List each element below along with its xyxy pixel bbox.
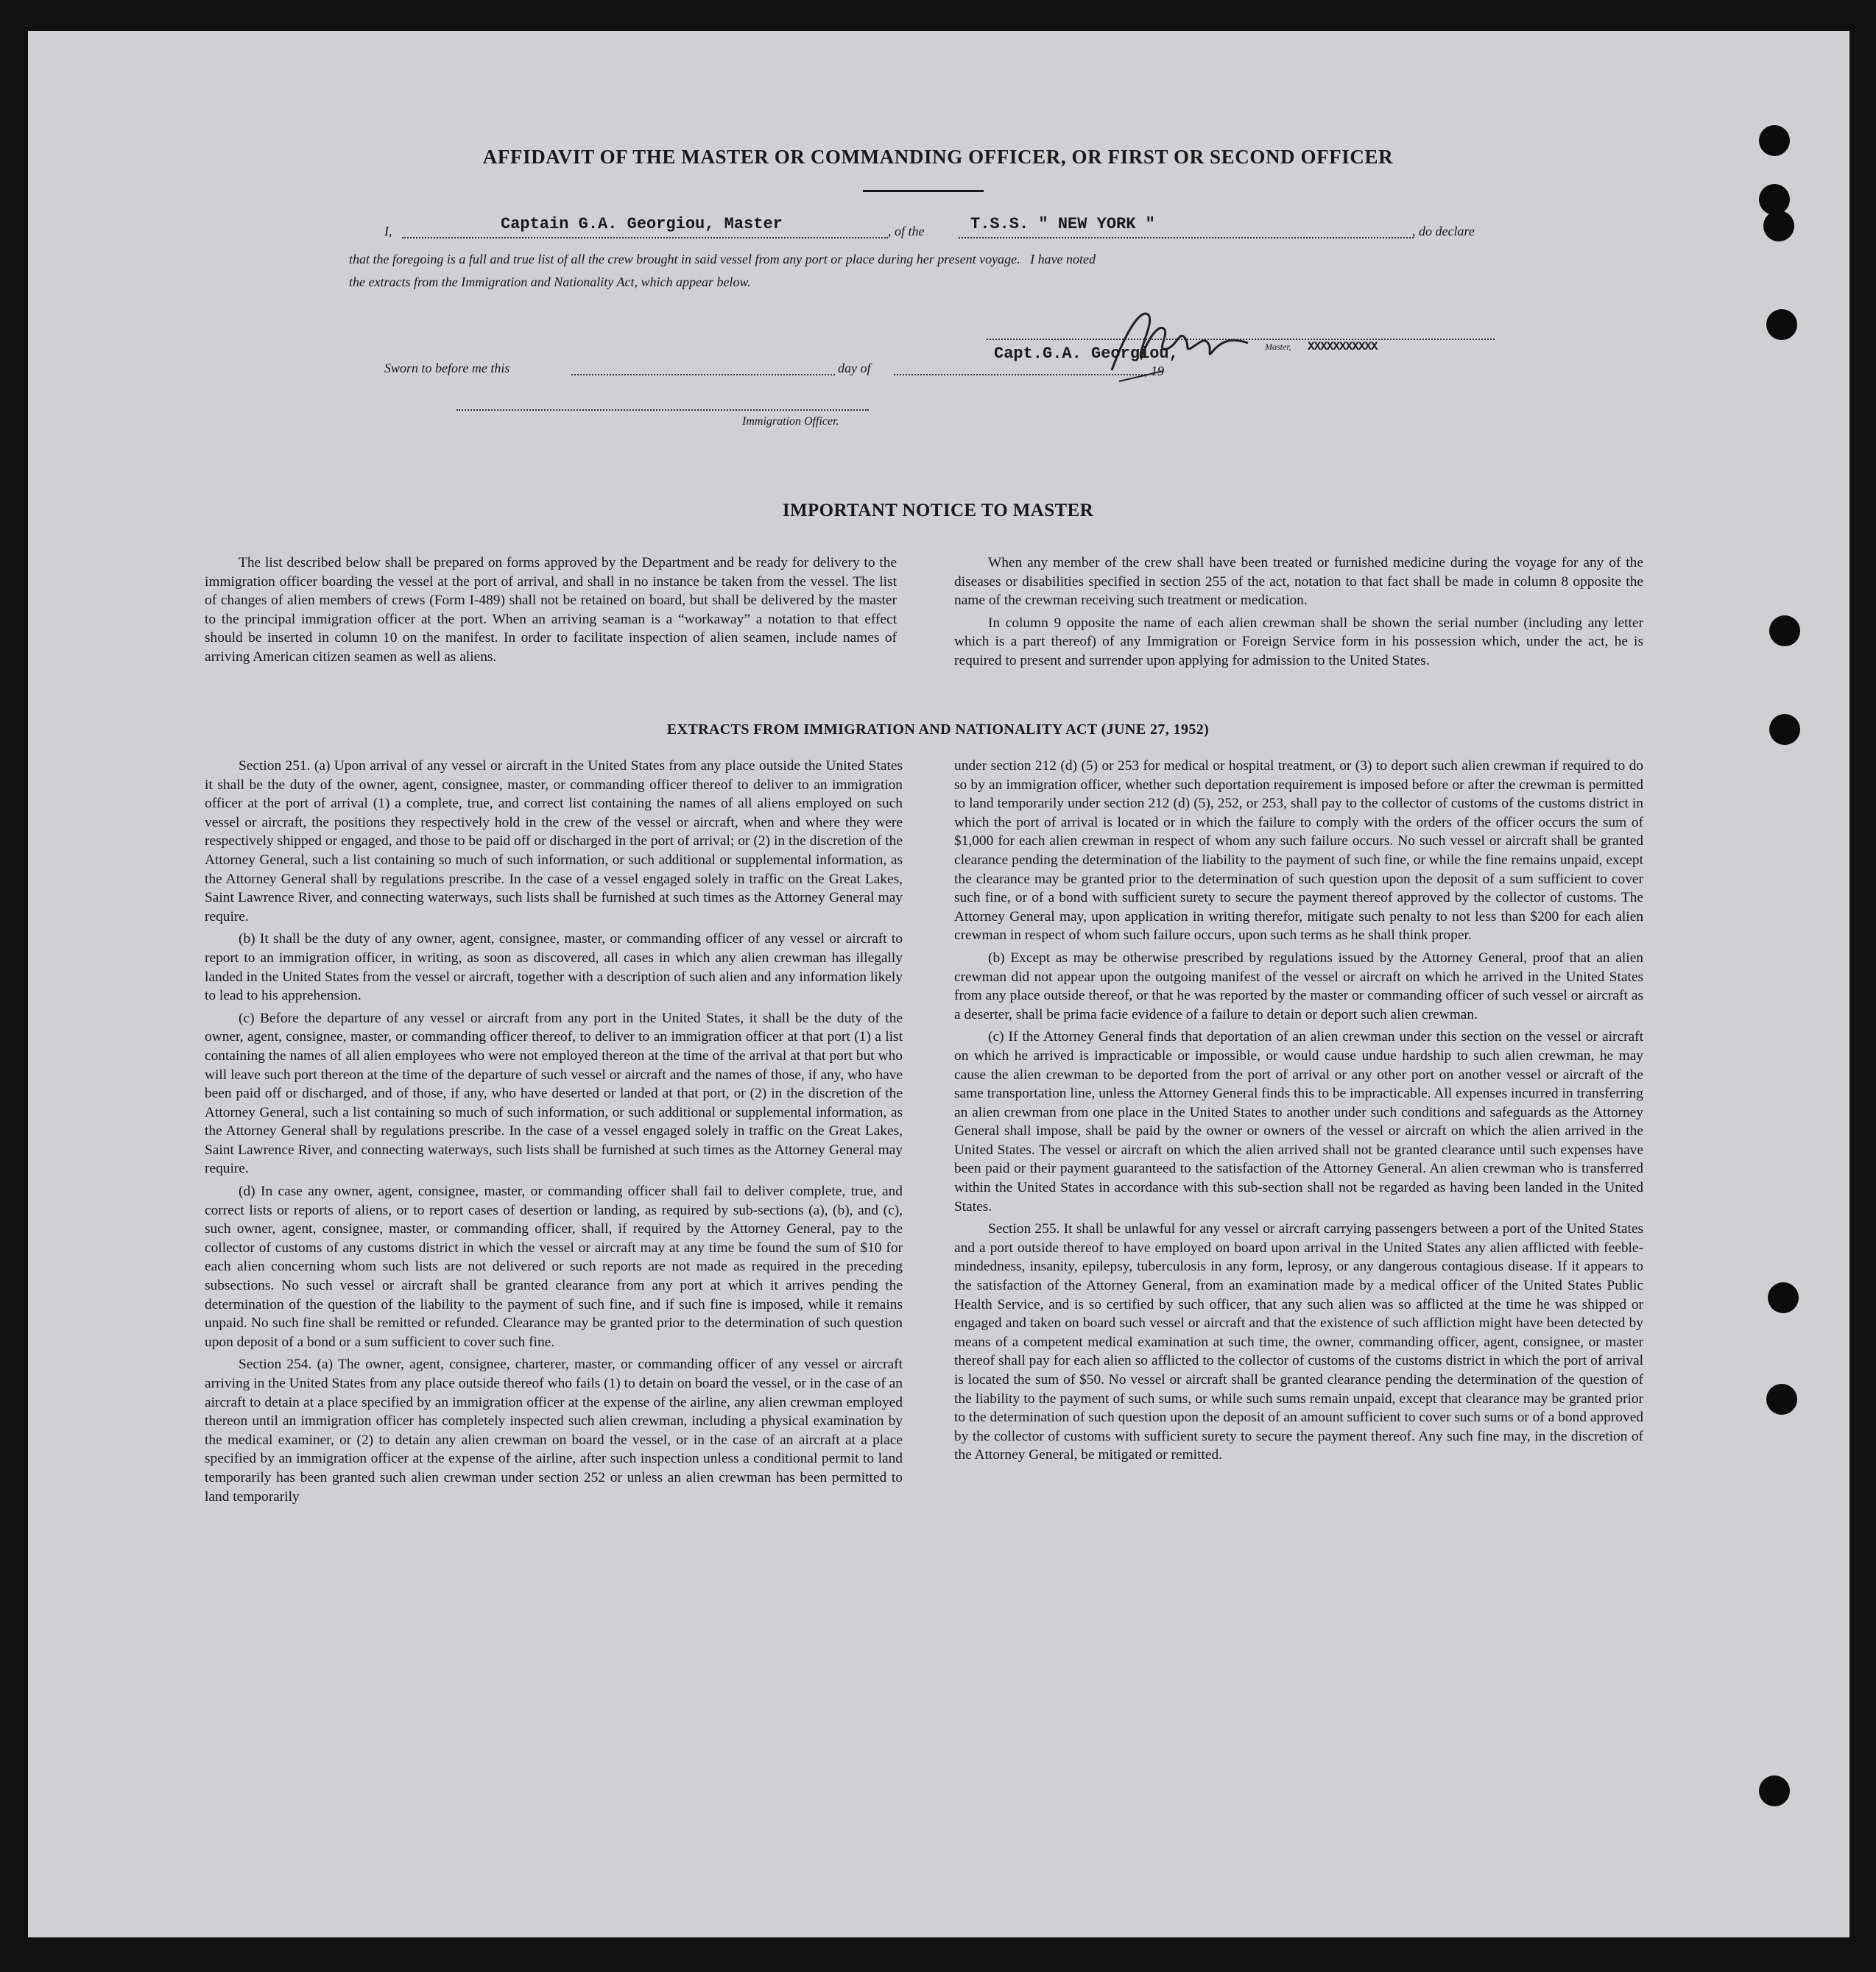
extracts-left-column: [205, 757, 903, 1510]
year-label: , 19: [1144, 364, 1164, 378]
struck-title: XXXXXXXXXXX: [1308, 340, 1378, 353]
punch-hole: [1766, 309, 1797, 340]
signature-line: [987, 339, 1495, 340]
section-251-a: Section 251. (a) Upon arrival of any vessel or aircraft in the United States from any place outside the United States it shall be the duty of the owner, agent, consignee, master, or commanding officer thereof to deliver to an immigration officer at the port of arrival (1) a complete, true, and correct list containing the names of all aliens employed on such vessel or aircraft, the positions they respectively hold in the crew of the vessel or aircraft, when and where they were respectively shipped or engaged, and those to be paid off or discharged in the port of arrival; or (2) in the discretion of the Attorney General, such a list containing so much of such information, or such additional or supplemental information, as the Attorney General shall by regulations prescribe. In the case of a vessel engaged solely in traffic on the Great Lakes, Saint Lawrence River, and connecting waterways, such lists shall be furnished at such times as the Attorney General may require.: [205, 758, 903, 925]
notice-title: IMPORTANT NOTICE TO MASTER: [782, 501, 1094, 520]
sworn-label: Sworn to before me this: [384, 361, 510, 375]
punch-hole: [1759, 1775, 1790, 1806]
section-251-d: (d) In case any owner, agent, consignee, master, or commanding officer shall fail to deliver complete, true, and correct lists or reports of aliens, or to report cases of desertion or landing, as required by sub-sections (a), (b), and (c), such owner, agent, consignee, master, or commanding officer, shall, if required by the Attorney General, pay to the collector of customs of any customs district in which the vessel or aircraft may at any time be found the sum of $10 for each alien concerning whom such lists are not delivered or such reports are not made as required in the preceding subsections. No such vessel or aircraft shall be granted clearance from any port at which it arrives pending the determination of the question of the liability to the payment of such fine, and if such fine is imposed, while it remains unpaid. No such fine shall be remitted or refunded. Clearance may be granted prior to the determination of such question upon deposit of a bond or a sum sufficient to cover such fine.: [205, 1184, 903, 1350]
master-name: Captain G.A. Georgiou, Master: [501, 215, 783, 233]
sworn-day-line: [571, 374, 835, 375]
immigration-officer-line: [456, 409, 869, 411]
punch-hole: [1766, 1384, 1797, 1415]
notice-right-column: [954, 554, 1643, 674]
affidavit-title: AFFIDAVIT OF THE MASTER OR COMMANDING OFFICER, OR FIRST OR SECOND OFFICER: [482, 146, 1394, 168]
section-251-c: (c) Before the departure of any vessel or aircraft from any port in the United States, it shall be the duty of the owner, agent, consignee, master, or commanding officer thereof, to deliver to an immigration officer at that port (1) a list containing the names of all alien employees who were not employed thereon at the time of the arrival at that port but who will leave such port thereon at the time of the departure of such vessel or aircraft and the names of those, if any, who have been paid off or discharged, and of those, if any, who have deserted or landed at that port, or (2) in the discretion of the Attorney General, such a list containing so much of such information, or such additional or supplemental information, as the Attorney General shall by regulations prescribe. In the case of a vessel engaged solely in traffic on the Great Lakes, Saint Lawrence River, and connecting waterways, such lists shall be furnished at such times as the Attorney General may require.: [205, 1010, 903, 1177]
vessel-line: [959, 237, 1414, 238]
do-declare-label: , do declare: [1412, 224, 1475, 238]
section-251-b: (b) It shall be the duty of any owner, agent, consignee, master, or commanding officer of any vessel or aircraft to report to an immigration officer, in writing, as soon as discovered, all cases in which any alien crewman has illegally landed in the United States from the vessel or aircraft, together with a description of such alien and any information likely to lead to his apprehension.: [205, 931, 903, 1004]
section-254-a: Section 254. (a) The owner, agent, consignee, charterer, master, or commanding officer of any vessel or aircraft arriving in the United States from any place outside thereof who fails (1) to detain on board the vessel, or in the case of an aircraft to detain at a place specified by an immigration officer at the expense of the airline, any alien crewman employed thereon until an immigration officer has completely inspected such alien crewman, including a physical examination by the medical examiner, or (2) to detain any alien crewman on board the vessel, or in the case of an aircraft at a place specified by an immigration officer at the expense of the airline, after such inspection unless a conditional permit to land temporarily has been granted such alien crewman under section 252 or unless an alien crewman has been permitted to land temporarily: [205, 1357, 903, 1505]
section-255: Section 255. It shall be unlawful for any vessel or aircraft carrying passengers between a port of the United States and a port outside thereof to have employed on board upon arrival in the United States any alien afflicted with feeble-mindedness, insanity, epilepsy, tuberculosis in any form, leprosy, or any dangerous contagious disease. If it appears to the satisfaction of the Attorney General, from an examination made by a medical officer of the United States Public Health Service, and is so certified by such officer, that any such alien was so afflicted at the time he was shipped or engaged and taken on board such vessel or aircraft and that the existence of such affliction might have been detected by means of a competent medical examination at such time, the owner, commanding officer, agent, consignee, or master thereof shall pay for each alien so afflicted to the collector of customs of the customs district in which the port of arrival is located the sum of $50. No vessel or aircraft shall be granted clearance pending the determination of the question of the liability to the payment of such sums, or while such sums remain unpaid, except that clearance may be granted prior to the determination of such question upon the deposit of an amount sufficient to cover such sums or of a bond approved by the collector of customs with sufficient surety to secure the payment thereof. Any such fine may, in the discretion of the Attorney General, be mitigated or remitted.: [954, 1221, 1643, 1463]
vessel-name: T.S.S. " NEW YORK ": [970, 215, 1155, 233]
name-line: [402, 237, 888, 238]
notice-right-paragraph-2: In column 9 opposite the name of each alien crewman shall be shown the serial number (including any letter which is a part thereof) of any Immigration or Foreign Service form in his possession which, under the act, he is required to present and surrender upon applying for admission to the United States.: [954, 615, 1643, 668]
punch-hole: [1769, 615, 1800, 646]
notice-right-paragraph-1: When any member of the crew shall have been treated or furnished medicine during the voyage for any of the diseases or disabilities specified in section 255 of the act, notation to that fact shall be made in column 8 opposite the name of the crewman receiving such treatment or medication.: [954, 555, 1643, 609]
master-label: Master,: [1265, 342, 1291, 352]
section-254-c: (c) If the Attorney General finds that deportation of an alien crewman under this section on the vessel or aircraft on which he arrived is impracticable or impossible, or would cause undue hardship to such alien crewman, he may cause the alien crewman to be deported from the port of arrival or any other port on another vessel or aircraft of the same transportation line, unless the Attorney General finds this to be impracticable. All expenses incurred in transferring an alien crewman from one place in the United States to another under such conditions and safeguards as the Attorney General shall impose, shall be paid by the owner or owners of the vessel or aircraft on which the alien arrived in the United States. The vessel or aircraft on which the alien arrived shall not be granted clearance until such expenses have been paid or their payment guaranteed to the satisfaction of the Attorney General. An alien crewman who is transferred within the United States in accordance with this sub-section shall not be regarded as having been landed in the United States.: [954, 1029, 1643, 1215]
i-label: I,: [384, 224, 392, 238]
day-of-label: day of: [838, 361, 871, 375]
extracts-title: EXTRACTS FROM IMMIGRATION AND NATIONALITY ACT (JUNE 27, 1952): [666, 721, 1210, 738]
notice-left-column: [205, 554, 897, 671]
notice-left-paragraph: The list described below shall be prepared on forms approved by the Department and be ready for delivery to the immigration officer boarding the vessel at the port of arrival, and shall in no instance be taken from the vessel. The list of changes of alien members of crews (Form I-489) shall not be retained on board, but shall be delivered by the master to the principal immigration officer at the port. When an arriving seaman is a “workaway” a notation to that effect should be inserted in column 10 on the manifest. In order to facilitate inspection of alien seamen, include names of arriving American citizen seamen as well as aliens.: [205, 555, 897, 665]
immigration-officer-label: Immigration Officer.: [742, 415, 839, 428]
section-254-b: (b) Except as may be otherwise prescribed by regulations issued by the Attorney General, proof that an alien crewman did not appear upon the outgoing manifest of the vessel or aircraft on which he arrived in the United States from any place outside thereof, or that he was reported by the master or commanding officer of such vessel or aircraft as a deserter, shall be prima facie evidence of a failure to detain or deport such alien crewman.: [954, 950, 1643, 1022]
declaration-line-2: that the foregoing is a full and true list of all the crew brought in said vessel from any port or place during her present voyage. I have noted: [349, 252, 1096, 266]
sworn-month-line: [894, 374, 1146, 375]
punch-hole: [1768, 1282, 1799, 1313]
title-rule: [863, 190, 984, 192]
of-the-label: , of the: [888, 224, 925, 238]
extracts-right-column: [954, 757, 1643, 1469]
signature-typed: Capt.G.A. Georgiou,: [994, 344, 1179, 363]
master-signature: [1097, 300, 1252, 385]
declaration-line-3: the extracts from the Immigration and Nationality Act, which appear below.: [349, 275, 751, 289]
punch-hole: [1763, 211, 1794, 241]
section-254-a-continued: under section 212 (d) (5) or 253 for medical or hospital treatment, or (3) to deport such alien crewman if required to do so by an immigration officer, whether such deportation requirement is imposed before or after the crewman is permitted to land temporarily under section 212 (d) (5), 252, or 253, shall pay to the collector of customs of the customs district in which the port of arrival is located or in which the failure to comply with the orders of the officer occurs the sum of $1,000 for each alien crewman in respect of whom any such failure occurs. No such vessel or aircraft shall be granted clearance pending the determination of the liability to the payment of such fine, or while the fine remains unpaid, except the clearance may be granted prior to the determination of such question upon the deposit of a sum sufficient to cover such fine, or of a bond with sufficient surety to secure the payment thereof approved by the collector of customs. The Attorney General may, upon application in writing therefor, mitigate such penalty to not less than $200 for each alien crewman in respect of whom such failure occurs, upon such terms as he shall think proper.: [954, 758, 1643, 944]
